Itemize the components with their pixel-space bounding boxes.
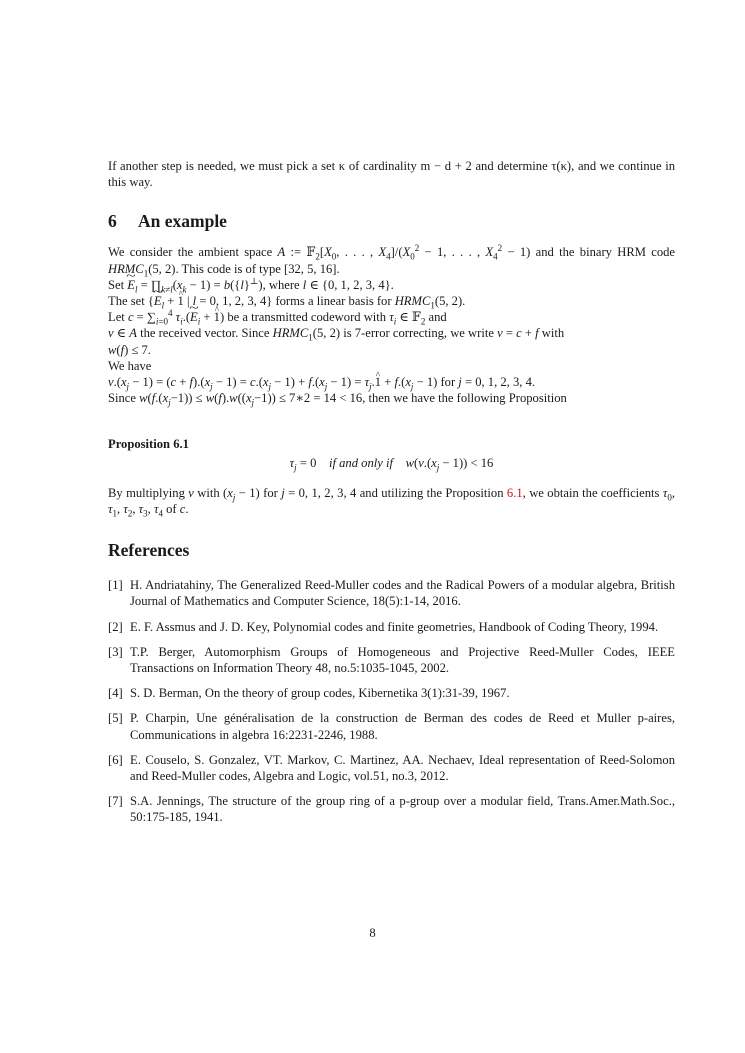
reference-item: [4] S. D. Berman, On the theory of group codes, Kibernetika 3(1):31-39, 1967. [108, 686, 510, 701]
section-heading [108, 210, 675, 232]
we-have-line: We have [108, 358, 152, 373]
reference-item: [7] S.A. Jennings, The structure of the group ring of a p-group over a modular field, Trans.Amer.Math.Soc., 50:175-185, 1941. [108, 794, 675, 825]
equation-line: $v.(x_j - 1) = (c + f).(x_j - 1) = c.(x_j - 1) + f.(x_j - 1)$ = $\tau_j.\^{}$ $1 + f.(x_j - 1)$ for j = 0, 1, 2, 3, 4. [108, 374, 675, 390]
reference-item: [2] E. F. Assmus and J. D. Key, Polynomial codes and finite geometries, Handbook of Coding Theory, 1994. [108, 619, 659, 634]
paper-page [108, 158, 675, 835]
ambient-space-paragraph: We consider the ambient space A := $𝔽_2[X_0$, . . . , $X_4]/(X_0^2 - 1$, . . . , $X_4^2 - 1$) and the binary HRM code $HRMC_1(5$, 2). This code is of type [32, 5, 16]. [108, 243, 676, 279]
since-line: Since $w(f.(x_j-1)) \le w(f).w((x_j-1))$ ≤ 7∗2 = 14 < 16, then we have the following Proposition [108, 391, 567, 408]
page-number: 8 [369, 926, 376, 940]
section-title: An example [138, 211, 227, 232]
intro-paragraph: If another step is needed, we must pick a set κ of cardinality m − d + 2 and determine τ(κ), and we continue in this way. [108, 159, 675, 190]
basis-line: The set {~ $E_l$ + ^ 1 | l = 0, 1, 2, 3, 4} forms a linear basis for $HRMC_1(5$, 2). [108, 293, 675, 309]
set-definition-line: Set ~ $E_l$ = $\prod_{k\ne l}(x_k - 1) = b(\{l\}^\perp)$, where l ∈ {0, 1, 2, 3, 4}. [108, 277, 675, 293]
references-list [108, 577, 675, 825]
proposition-link[interactable]: 6.1 [506, 485, 523, 500]
proposition-statement: $\tau_j = 0$ if and only if $w(v.(x_j - 1)) < 16$ [289, 455, 494, 473]
codeword-paragraph: Let $c = \sum_{i=0}^4$ $\tau_i.(\sim$ $E_i$ + ^ 1) be a transmitted codeword with $\tau_i$ ∈ 𝔽$_2$ and v ∈ A the received vector. Since $HRMC_1(5$, 2) is 7-error correcting, we write v = c + f with w(f) ≤ 7. [108, 309, 675, 358]
reference-item: [1] H. Andriatahiny, The Generalized Reed-Muller codes and the Radical Powers of a modular algebra, British Journal of Mathematics and Computer Science, 18(5):1-14, 2016. [108, 578, 675, 609]
reference-item: [6] E. Couselo, S. Gonzalez, VT. Markov, C. Martinez, AA. Nechaev, Ideal representation of Reed-Solomon and Reed-Muller codes, Algebra and Logic, vol.51, no.3, 2012. [108, 752, 675, 784]
reference-item: [3] T.P. Berger, Automorphism Groups of Homogeneous and Projective Reed-Muller Codes, IEEE Transactions on Information Theory 48, no.5:1035-1045, 2002. [108, 644, 675, 676]
reference-item: [5] P. Charpin, Une généralisation de la construction de Berman des codes de Reed et Muller p-aires, Communications in algebra 16:2231-2246, 1988. [108, 711, 675, 742]
example-body [108, 244, 675, 406]
proposition-label: Proposition 6.1 [108, 437, 189, 452]
references-heading: References [108, 540, 190, 561]
section-number: 6 [108, 211, 117, 232]
conclusion-paragraph: By multiplying v with $(x_j - 1)$ for j = 0, 1, 2, 3, 4 and utilizing the Proposition 6.1, we obtain the coefficients $\tau_0$, $\tau_1$, $\tau_2$, $\tau_3$, $\tau_4$ of c. [108, 485, 676, 519]
